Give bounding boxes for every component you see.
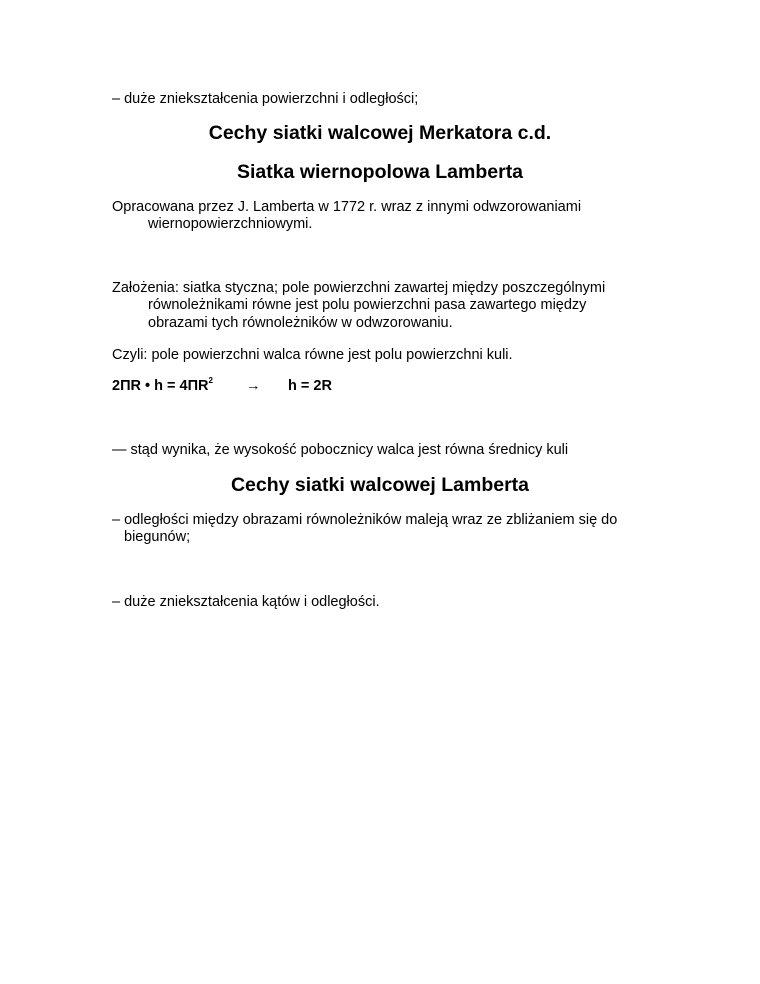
intro-line-2: wiernopowierzchniowymi. bbox=[148, 216, 313, 232]
formula-right: h = 2R bbox=[288, 378, 332, 394]
distortion-line: – duże zniekształcenia powierzchni i odległości; bbox=[112, 91, 419, 107]
feature-2-line: – duże zniekształcenia kątów i odległości. bbox=[112, 594, 380, 610]
formula-arrow: → bbox=[246, 378, 261, 394]
formula-left bbox=[112, 377, 213, 395]
formula-exponent: 2 bbox=[208, 376, 213, 385]
formula-left-text: 2ΠR • h = 4ΠR bbox=[112, 378, 209, 394]
feature-1-line-2: biegunów; bbox=[124, 529, 191, 545]
conclusion-line: — stąd wynika, że wysokość pobocznicy walca jest równa średnicy kuli bbox=[112, 442, 569, 458]
heading-lambert-features: Cechy siatki walcowej Lamberta bbox=[230, 474, 530, 496]
heading-mercator-features: Cechy siatki walcowej Merkatora c.d. bbox=[208, 122, 552, 144]
feature-1-line-1: – odległości między obrazami równoleżników maleją wraz ze zbliżaniem się do bbox=[112, 512, 618, 528]
assumptions-line-2: równoleżnikami równe jest polu powierzchni pasa zawartego między bbox=[148, 297, 587, 313]
assumptions-line-3: obrazami tych równoleżników w odwzorowaniu. bbox=[148, 315, 453, 331]
therefore-line: Czyli: pole powierzchni walca równe jest polu powierzchni kuli. bbox=[112, 347, 513, 363]
intro-line-1: Opracowana przez J. Lamberta w 1772 r. wraz z innymi odwzorowaniami bbox=[112, 199, 582, 215]
assumptions-line-1: Założenia: siatka styczna; pole powierzchni zawartej między poszczególnymi bbox=[112, 280, 606, 296]
heading-lambert-projection: Siatka wiernopolowa Lamberta bbox=[236, 161, 524, 183]
